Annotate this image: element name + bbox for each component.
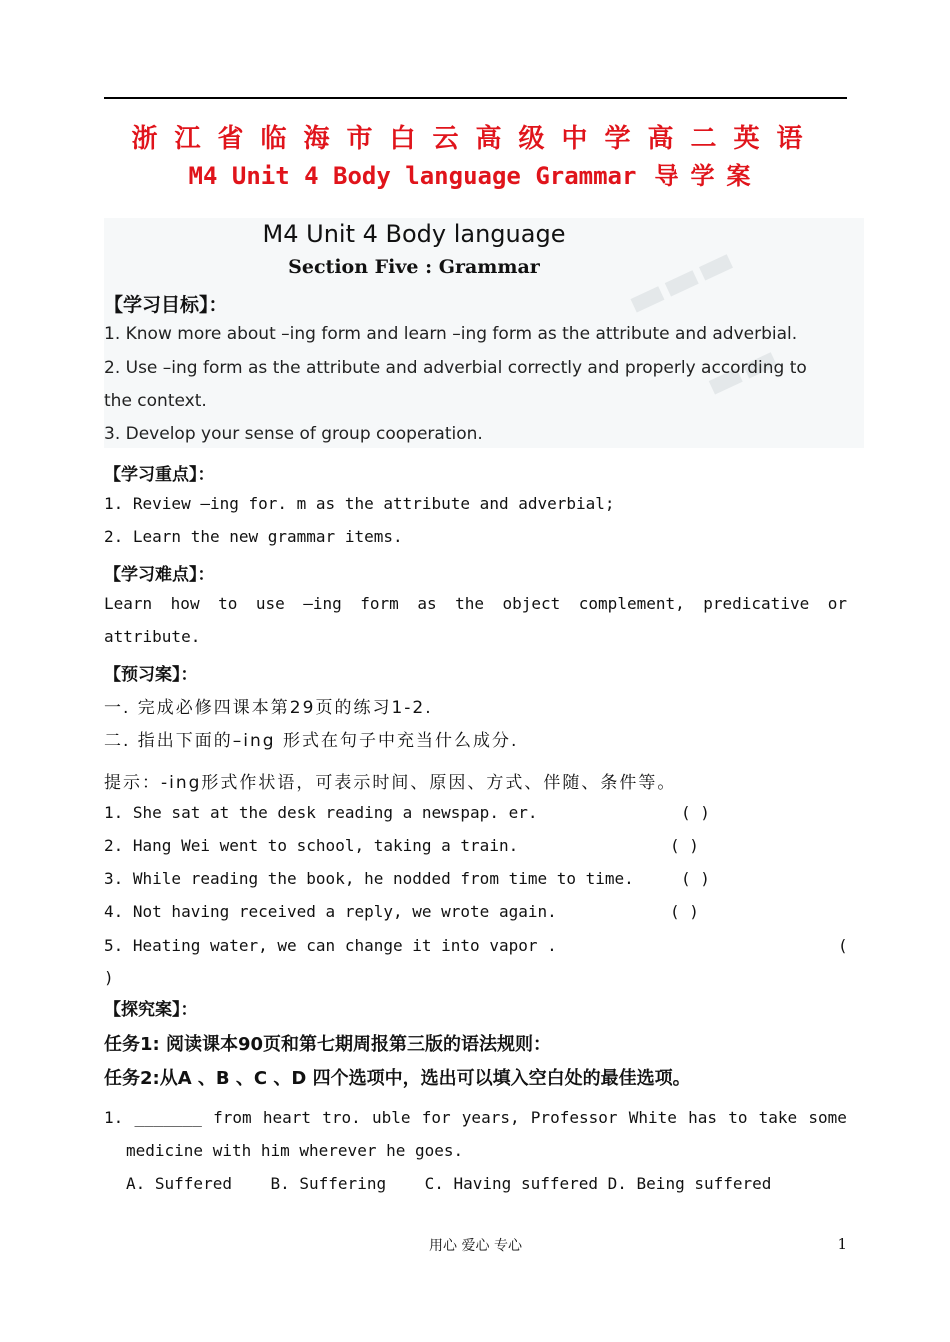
watermark-shape: ▬▬▬ <box>619 236 742 326</box>
word: heart <box>262 1108 312 1127</box>
word: 1. <box>104 1108 124 1127</box>
word: complement, <box>578 594 685 613</box>
title-english-text: M4 Unit 4 Body language Grammar <box>188 162 637 190</box>
key-point-2: 2. Learn the new grammar items. <box>104 527 403 546</box>
word: for <box>421 1108 451 1127</box>
goal-3: 3. Develop your sense of group cooperation. <box>104 424 483 444</box>
word: take <box>758 1108 798 1127</box>
task-2: 任务2:从A 、B 、C 、D 四个选项中，选出可以填入空白处的最佳选项。 <box>104 1068 691 1089</box>
word: the <box>455 594 484 613</box>
title-chinese: 浙江省临海市白云高级中学高二英语 <box>131 124 820 154</box>
goal-2-line-1: 2. Use –ing form as the attribute and adverbial correctly and properly according to <box>104 358 807 378</box>
sentence-1: 1. She sat at the desk reading a newspap. er. <box>104 803 538 822</box>
answer-blank-5-close[interactable]: ) <box>104 968 114 987</box>
watermark-shape: ▬▬ <box>697 334 786 408</box>
question-1-options: A. Suffered B. Suffering C. Having suffered D. Being suffered <box>126 1174 772 1193</box>
word: years, <box>461 1108 520 1127</box>
page-number: 1 <box>837 1235 847 1253</box>
word: predicative <box>703 594 810 613</box>
word: or <box>827 594 847 613</box>
word: Professor <box>530 1108 618 1127</box>
preview-item-1: 一. 完成必修四课本第29页的练习1-2. <box>104 698 433 718</box>
title-english <box>104 156 847 191</box>
preview-item-2: 二. 指出下面的–ing 形式在句子中充当什么成分. <box>104 731 519 751</box>
title-suffix: 导学案 <box>654 162 763 190</box>
word: to <box>218 594 238 613</box>
sentence-2: 2. Hang Wei went to school, taking a train. <box>104 836 519 855</box>
word: to <box>728 1108 748 1127</box>
goals-heading: 【学习目标】： <box>104 294 228 316</box>
preview-hint: 提示：-ing形式作状语，可表示时间、原因、方式、伴随、条件等。 <box>104 773 677 793</box>
word: from <box>213 1108 252 1127</box>
word: how <box>170 594 200 613</box>
key-point-1: 1. Review –ing for. m as the attribute and adverbial; <box>104 494 615 513</box>
question-1-line-1 <box>104 1108 847 1127</box>
answer-blank-4[interactable]: ( ) <box>670 902 699 921</box>
explore-heading: 【探究案】： <box>104 1000 198 1020</box>
word: –ing <box>303 594 342 613</box>
question-1-line-2: medicine with him wherever he goes. <box>126 1141 464 1160</box>
key-points-heading: 【学习重点】： <box>104 465 215 485</box>
header-rule <box>104 97 847 99</box>
footer-motto: 用心 爱心 专心 <box>429 1238 522 1254</box>
sentence-4: 4. Not having received a reply, we wrote again. <box>104 902 557 921</box>
word: object <box>502 594 561 613</box>
word: uble <box>371 1108 411 1127</box>
goal-1: 1. Know more about –ing form and learn –ing form as the attribute and adverbial. <box>104 324 798 344</box>
word: tro. <box>322 1108 361 1127</box>
preview-heading: 【预习案】： <box>104 665 198 685</box>
sentence-5: 5. Heating water, we can change it into vapor . <box>104 936 557 955</box>
answer-blank[interactable]: _______ <box>134 1108 202 1127</box>
word: as <box>417 594 437 613</box>
sentence-3: 3. While reading the book, he nodded from time to time. <box>104 869 634 888</box>
word: some <box>808 1108 847 1127</box>
word: has <box>688 1108 717 1127</box>
answer-blank-3[interactable]: ( ) <box>681 869 710 888</box>
image-subtitle: Section Five : Grammar <box>288 256 540 278</box>
answer-blank-5-open[interactable]: ( <box>838 936 848 955</box>
task-1: 任务1: 阅读课本90页和第七期周报第三版的语法规则： <box>104 1034 552 1055</box>
answer-blank-1[interactable]: ( ) <box>681 803 710 822</box>
difficulties-line-1 <box>104 594 847 613</box>
image-title: M4 Unit 4 Body language <box>262 220 566 248</box>
word: form <box>360 594 399 613</box>
difficulties-heading: 【学习难点】： <box>104 565 215 585</box>
answer-blank-2[interactable]: ( ) <box>670 836 699 855</box>
goal-2-line-2: the context. <box>104 391 207 411</box>
word: White <box>628 1108 677 1127</box>
difficulties-line-2: attribute. <box>104 627 201 646</box>
word: Learn <box>104 594 153 613</box>
word: use <box>255 594 285 613</box>
